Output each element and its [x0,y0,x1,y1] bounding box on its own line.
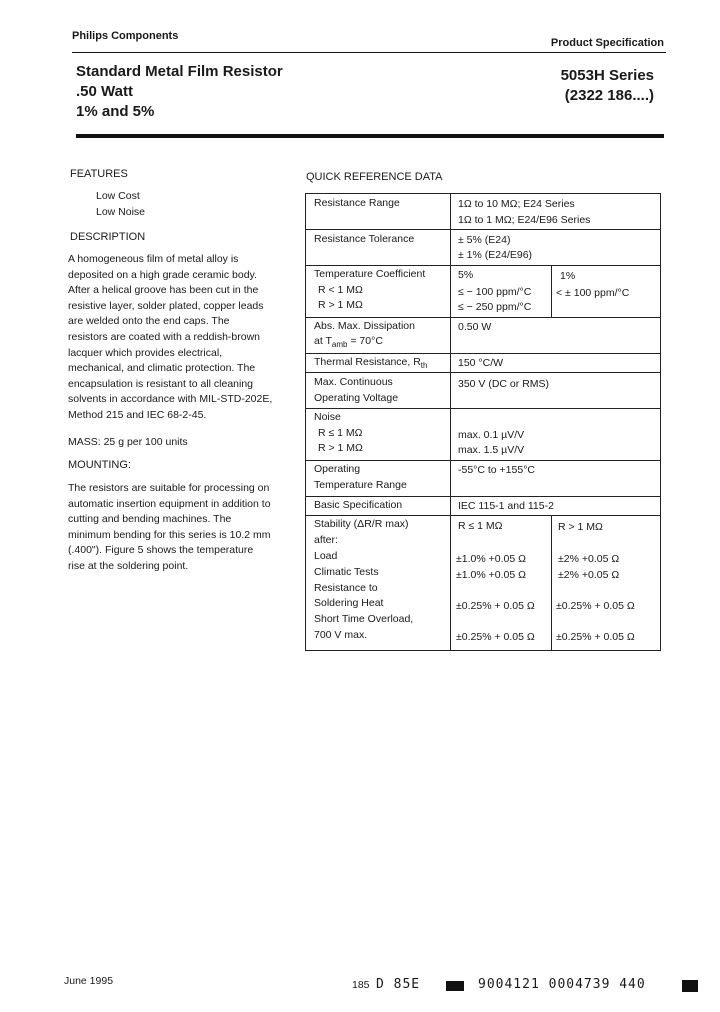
mounting-line: rise at the soldering point. [68,559,189,572]
footer-barcode: 9004121 0004739 440 [478,977,646,992]
tempco-5pct-value-2: ≤ − 250 ppm/°C [458,301,532,313]
temp-range-label-2: Temperature Range [314,479,407,491]
stability-solder-value-2: ±0.25% + 0.05 Ω [556,600,635,612]
stability-heading-2: R > 1 MΩ [558,521,603,533]
tolerance-label: Resistance Tolerance [314,233,415,245]
noise-label: Noise [314,411,341,423]
stability-solder-label-1: Resistance to [314,582,378,594]
footer-block-mark [446,981,464,991]
voltage-label-2: Operating Voltage [314,392,399,404]
company-name: Philips Components [72,30,179,42]
mounting-heading: MOUNTING: [68,459,131,471]
dissipation-temp: = 70°C [347,335,383,347]
footer-block-mark [682,980,698,992]
series-block [561,66,654,106]
table-rule [305,496,660,497]
tempco-1pct-heading: 1% [560,270,576,282]
description-line: After a helical groove has been cut in the [68,284,259,297]
dissipation-condition [314,334,383,353]
table-rule [305,408,660,409]
thermal-label-text: Thermal Resistance, R [314,356,421,368]
basic-spec-label: Basic Specification [314,499,403,511]
thermal-value: 150 °C/W [458,357,504,369]
voltage-value: 350 V (DC or RMS) [458,378,550,390]
stability-climatic-value-2: ±2% +0.05 Ω [558,569,620,581]
stability-overload-value-2: ±0.25% + 0.05 Ω [556,631,635,643]
description-line: resistors are coated with a reddish-brown [68,330,261,343]
dissipation-label: Abs. Max. Dissipation [314,320,415,332]
tempco-1pct-value-1: < ± 100 ppm/°C [556,287,630,299]
noise-range-2: R > 1 MΩ [318,442,363,454]
features-heading: FEATURES [70,168,128,180]
header-rule-thick [76,134,664,138]
table-rule [305,317,660,318]
description-heading: DESCRIPTION [70,231,146,243]
mounting-line: (.400"). Figure 5 shows the temperature [68,544,254,557]
noise-value-2: max. 1.5 µV/V [458,444,525,456]
voltage-label-1: Max. Continuous [314,376,393,388]
stability-overload-value-1: ±0.25% + 0.05 Ω [456,631,535,643]
stability-load-value-2: ±2% +0.05 Ω [558,553,620,565]
noise-value-1: max. 0.1 µV/V [458,429,525,441]
table-rule [305,515,660,516]
stability-solder-label-2: Soldering Heat [314,597,384,609]
title-line-1: Standard Metal Film Resistor [76,63,283,80]
table-rule-vertical [551,515,552,650]
feature-item: Low Noise [96,205,146,218]
noise-range-1: R ≤ 1 MΩ [318,427,363,439]
tempco-label: Temperature Coefficient [314,268,426,280]
description-line: are welded onto the end caps. The [68,315,230,328]
tempco-range-1: R < 1 MΩ [318,284,363,296]
thermal-label [314,355,427,374]
table-rule-vertical [660,193,661,651]
mounting-line: The resistors are suitable for processing on [68,482,270,494]
table-rule-vertical [305,193,306,651]
resistance-range-value-1: 1Ω to 10 MΩ; E24 Series [458,198,575,210]
stability-after: after: [314,534,338,546]
mounting-line: cutting and bending machines. The [68,513,232,526]
table-rule-vertical [450,193,451,651]
description-line: deposited on a high grade ceramic body. [68,268,257,281]
stability-overload-label-2: 700 V max. [314,629,368,641]
table-rule [305,265,660,266]
features-list [96,189,145,220]
description-line: mechanical, and climatic protection. The [68,362,256,375]
tolerance-value-1: ± 5% (E24) [458,234,511,246]
title-line-3: 1% and 5% [76,103,155,120]
dissipation-value: 0.50 W [458,321,492,333]
table-rule-vertical [551,265,552,317]
tolerance-value-2: ± 1% (E24/E96) [458,249,533,261]
series-name: 5053H Series [560,67,654,84]
footer-date: June 1995 [64,975,114,987]
table-rule [305,229,660,230]
footer-code: D 85E [376,977,421,992]
tempco-5pct-heading: 5% [458,269,474,281]
mounting-text [68,481,271,575]
table-rule [305,650,660,651]
stability-climatic-label: Climatic Tests [314,566,379,578]
description-line: lacquer which provides electrical, [68,346,223,359]
tempco-range-2: R > 1 MΩ [318,299,363,311]
stability-overload-label-1: Short Time Overload, [314,613,414,625]
table-rule [305,353,660,354]
description-line: resistive layer, solder plated, copper leads [68,299,264,312]
feature-item: Low Cost [96,190,140,202]
stability-label: Stability (ΔR/R max) [314,518,409,530]
description-text [68,252,272,424]
table-rule [305,193,660,194]
stability-solder-value-1: ±0.25% + 0.05 Ω [456,600,535,612]
resistance-range-label: Resistance Range [314,197,400,209]
tempco-5pct-value-1: ≤ − 100 ppm/°C [458,286,532,298]
title-line-2: .50 Watt [76,83,133,100]
table-rule [305,460,660,461]
footer-page-number: 185 [352,979,370,991]
dissipation-at: at T [314,335,332,347]
description-line: Method 215 and IEC 68-2-45. [68,408,207,421]
header-rule-thin [72,52,666,53]
document-type: Product Specification [550,37,664,49]
stability-climatic-value-1: ±1.0% +0.05 Ω [456,569,526,581]
mounting-line: minimum bending for this series is 10.2 mm [68,528,271,541]
mounting-line: automatic insertion equipment in addition to [68,497,271,510]
description-line: A homogeneous film of metal alloy is [68,253,239,265]
page-title [76,62,283,122]
qrd-heading: QUICK REFERENCE DATA [306,171,443,183]
resistance-range-value-2: 1Ω to 1 MΩ; E24/E96 Series [458,214,591,226]
series-code: (2322 186....) [564,87,654,104]
stability-load-value-1: ±1.0% +0.05 Ω [456,553,526,565]
description-line: encapsulation is resistant to all cleaning [68,377,254,390]
thermal-label-sub: th [420,361,428,371]
description-line: solvents in accordance with MIL-STD-202E, [68,393,273,406]
stability-heading-1: R ≤ 1 MΩ [458,520,503,532]
dissipation-sub: amb [331,340,348,350]
basic-spec-value: IEC 115-1 and 115-2 [458,500,554,512]
mass-text: MASS: 25 g per 100 units [68,436,188,448]
temp-range-label-1: Operating [314,463,361,475]
stability-load-label: Load [314,550,338,562]
temp-range-value: -55°C to +155°C [458,464,535,476]
